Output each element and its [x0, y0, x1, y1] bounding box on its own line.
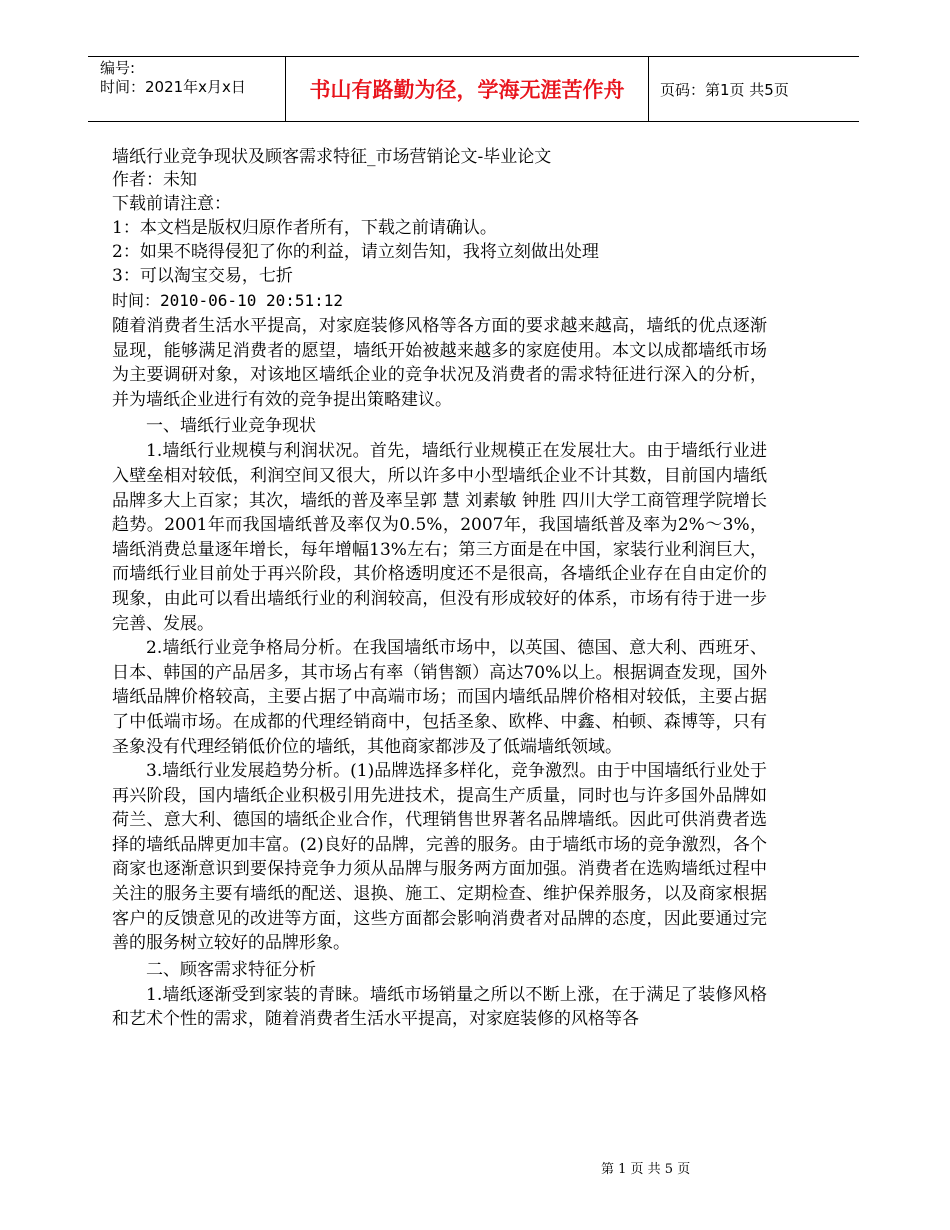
section-heading-2: 二、顾客需求特征分析: [146, 959, 316, 980]
document-header: [88, 56, 859, 122]
notice-heading: 下载前请注意：: [112, 194, 231, 214]
article-title: 墙纸行业竞争现状及顾客需求特征_市场营销论文-毕业论文: [112, 147, 552, 167]
section-heading-1: 一、墙纸行业竞争现状: [146, 416, 316, 437]
paragraph-1: 1.墙纸行业规模与利润状况。首先，墙纸行业规模正在发展壮大。由于墙纸行业进入壁垒相对较低，利润空间又很大，所以许多中小型墙纸企业不计其数，目前国内墙纸品牌多大上百家；其次，墙纸的普及率呈郭 慧 刘素敏 钟胜 四川大学工商管理学院增长趋势。2001年而我国墙纸普及率仅为0.5%，2007年，我国墙纸普及率为2%～3%，墙纸消费总量逐年增长，每年增幅13%左右；第三方面是在中国，家装行业利润巨大，而墙纸行业目前处于再兴阶段，其价格透明度还不是很高，各墙纸企业存在自由定价的现象，由此可以看出墙纸行业的利润较高，但没有形成较好的体系，市场有待于进一步完善、发展。: [112, 441, 767, 634]
article-author: 作者：未知: [112, 170, 197, 190]
paragraph-3: 3.墙纸行业发展趋势分析。(1)品牌选择多样化，竞争激烈。由于中国墙纸行业处于再兴阶段，国内墙纸企业积极引用先进技术，提高生产质量，同时也与许多国外品牌如荷兰、意大利、德国的墙纸企业合作，代理销售世界著名品牌墙纸。因此可供消费者选择的墙纸品牌更加丰富。(2)良好的品牌，完善的服务。由于墙纸市场的竞争激烈，各个商家也逐渐意识到要保持竞争力须从品牌与服务两方面加强。消费者在选购墙纸过程中关注的服务主要有墙纸的配送、退换、施工、定期检查、维护保养服务，以及商家根据客户的反馈意见的改进等方面，这些方面都会影响消费者对品牌的态度，因此要通过完善的服务树立较好的品牌形象。: [112, 761, 767, 954]
header-motto: 书山有路勤为径，学海无涯苦作舟: [285, 57, 649, 121]
header-page-label: 页码：第1页 共5页: [660, 81, 789, 99]
header-meta: [100, 59, 246, 97]
number-label: 编号:: [100, 59, 136, 77]
paragraph-2: 2.墙纸行业竞争格局分析。在我国墙纸市场中，以英国、德国、意大利、西班牙、日本、韩国的产品居多，其市场占有率（销售额）高达70%以上。根据调查发现，国外墙纸品牌价格较高，主要占据了中高端市场；而国内墙纸品牌价格相对较低，主要占据了中低端市场。在成都的代理经销商中，包括圣象、欧桦、中鑫、柏顿、森博等，只有圣象没有代理经销低价位的墙纸，其他商家都涉及了低端墙纸领域。: [112, 638, 767, 757]
paragraph-4: 1.墙纸逐渐受到家装的青睐。墙纸市场销量之所以不断上涨，在于满足了装修风格和艺术个性的需求，随着消费者生活水平提高，对家庭装修的风格等各: [112, 984, 767, 1030]
publish-time: 时间：2010-06-10 20:51:12: [112, 291, 344, 310]
page-footer: 第 1 页 共 5 页: [601, 1162, 691, 1177]
time-label: 时间：2021年x月x日: [100, 78, 246, 96]
notice-item: 3：可以淘宝交易，七折: [112, 266, 293, 286]
article-body: [112, 146, 767, 1032]
notice-item: 2：如果不晓得侵犯了你的利益，请立刻告知，我将立刻做出处理: [112, 242, 599, 262]
intro-paragraph: 随着消费者生活水平提高，对家庭装修风格等各方面的要求越来越高，墙纸的优点逐渐显现，能够满足消费者的愿望，墙纸开始被越来越多的家庭使用。本文以成都墙纸市场为主要调研对象，对该地区墙纸企业的竞争状况及消费者的需求特征进行深入的分析，并为墙纸企业进行有效的竞争提出策略建议。: [112, 316, 767, 410]
notice-item: 1：本文档是版权归原作者所有，下载之前请确认。: [112, 218, 497, 238]
